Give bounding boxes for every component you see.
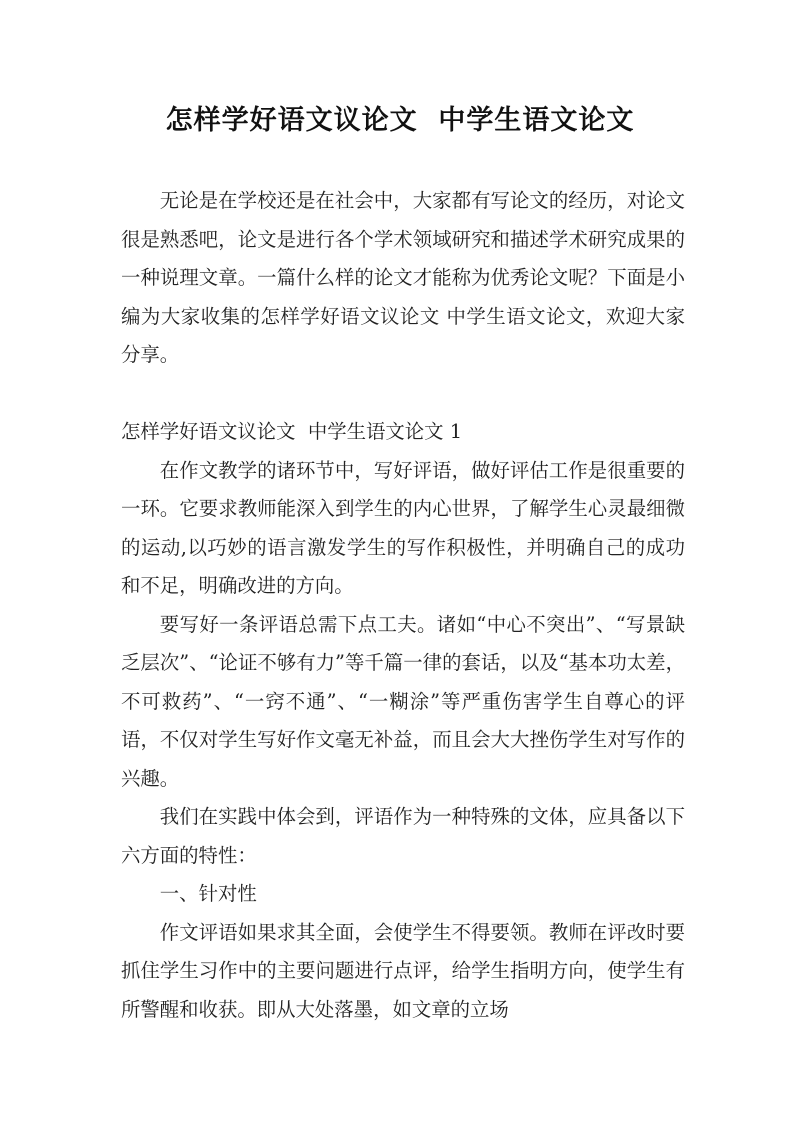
document-body <box>121 182 685 1029</box>
item-paragraph: 作文评语如果求其全面，会使学生不得要领。教师在评改时要抓住学生习作中的主要问题进行点评，给学生指明方向，使学生有所警醒和收获。即从大处落墨，如文章的立场 <box>121 920 685 1021</box>
paragraph-gap <box>121 375 685 414</box>
section-heading: 怎样学好语文议论文 中学生语文论文 1 <box>121 420 463 443</box>
document-title: 怎样学好语文议论文 中学生语文论文 <box>165 105 635 136</box>
body-paragraph-1: 在作文教学的诸环节中，写好评语，做好评估工作是很重要的一环。它要求教师能深入到学生的内心世界，了解学生心灵最细微的运动,以巧妙的语言激发学生的写作积极性，并明确自己的成功和不足，明确改进的方向。 <box>121 458 685 597</box>
body-paragraph-2: 要写好一条评语总需下点工夫。诸如“中心不突出”、“写景缺乏层次”、“论证不够有力”等千篇一律的套话，以及“基本功太差，不可救药”、“一窍不通”、“一糊涂”等严重伤害学生自尊心的评语，不仅对学生写好作文毫无补益，而且会大大挫伤学生对写作的兴趣。 <box>121 612 685 790</box>
body-paragraph-3: 我们在实践中体会到，评语作为一种特殊的文体，应具备以下六方面的特性： <box>121 805 685 867</box>
item-heading: 一、针对性 <box>159 882 257 905</box>
intro-paragraph: 无论是在学校还是在社会中，大家都有写论文的经历，对论文很是熟悉吧，论文是进行各个学术领域研究和描述学术研究成果的一种说理文章。一篇什么样的论文才能称为优秀论文呢？下面是小编为大家收集的怎样学好语文议论文 中学生语文论文，欢迎大家分享。 <box>121 189 685 366</box>
